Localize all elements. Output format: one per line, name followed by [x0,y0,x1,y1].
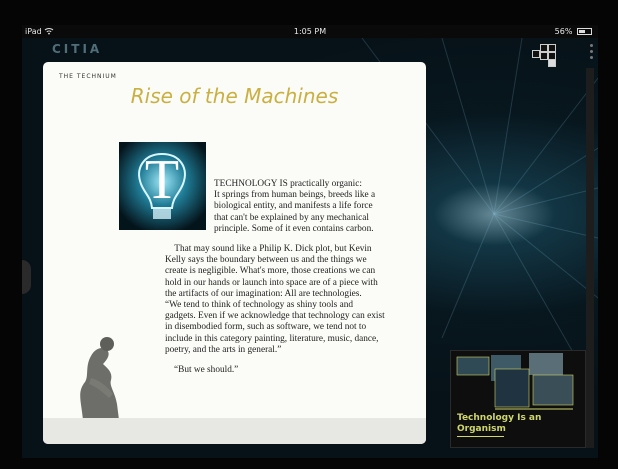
grid-view-icon[interactable] [530,42,564,64]
lightbulb-drop-cap-image [119,142,206,230]
app-brand: CITIA [52,42,103,56]
article-paragraph-2: That may sound like a Philip K. Dick plot, but Kevin Kelly says the boundary between us and the things we create is negligible. What's more, those creations we can hold in our hands or launch into space are of a piece with the artifacts of our imagination: All are technologies. “We tend to think of technology as shiny tools and gadgets. Even if we acknowledge that technology can exist in disembodied form, such as software, we tend not to include in this category painting, literature, music, dance, poetry, and the arts in general.” [165,244,385,355]
related-article-card[interactable] [450,350,586,448]
card-stack-image [451,353,585,411]
article-title: Rise of the Machines [130,84,339,108]
article-paragraph-3: “But we should.” [174,365,239,375]
article-page [43,62,426,444]
thinker-statue-image [55,320,145,430]
section-kicker: THE TECHNIUM [59,73,117,80]
battery-icon [577,28,592,35]
status-time: 1:05 PM [293,27,327,36]
app-view [22,38,598,458]
related-article-title: Technology Is an Organism [457,413,542,434]
page-footer [43,418,426,444]
title-underline [457,436,504,437]
battery-percent: 56% [554,27,573,36]
article-paragraph-1: TECHNOLOGY IS practically organic: It springs from human beings, breeds like a biological entity, and manifests a life force that can't be explained by any mechanical principle. Some of it even contains carbon. [214,179,376,234]
drop-cap-letter: T [144,149,180,211]
status-bar [22,25,598,38]
menu-dots-icon[interactable] [590,44,594,62]
scrollbar[interactable] [586,68,594,448]
page-pull-handle[interactable] [22,260,31,294]
device-label: iPad [25,27,42,36]
